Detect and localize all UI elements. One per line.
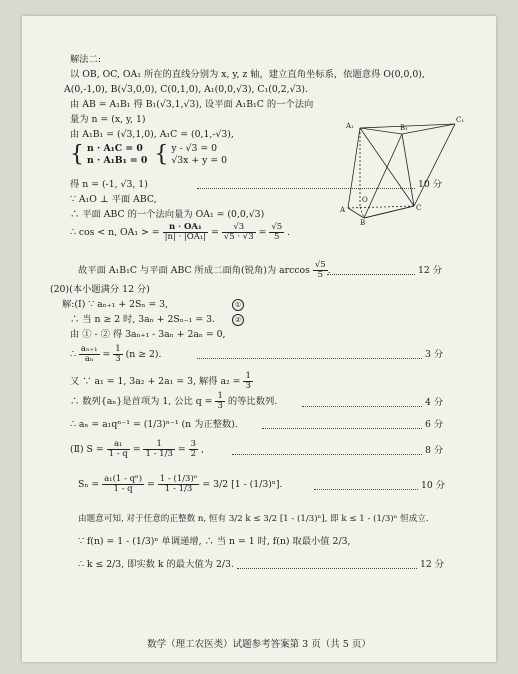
- fraction: $\frac{\text{1 - (1/3)ⁿ}}{1 - 1/3}$: [159, 474, 198, 494]
- dotted-leader: [327, 267, 415, 275]
- fraction: $\frac{\text{a₁(1 - qⁿ)}}{1 - q}$: [104, 474, 143, 494]
- dotted-leader: [302, 399, 422, 407]
- vertex-label: B: [360, 219, 366, 226]
- dotted-leader: [197, 351, 422, 359]
- solution-line: ∴ 当 n ≥ 2 时, 3aₙ + 2Sₙ₋₁ = 3.: [70, 314, 215, 325]
- dotted-leader: [232, 447, 422, 455]
- partial-sum-line: Sₙ = $\frac{\text{a₁(1 - qⁿ)}}{1 - q}$ = $\frac{\text{1 - (1/3)ⁿ}}{1 - 1/3}$ = 3/2 [1 - (1/3)ⁿ].: [78, 474, 283, 494]
- fraction: $\frac{1}{3}$: [115, 344, 121, 364]
- vertex-label: C: [416, 204, 422, 212]
- solution-line: 由 ① - ② 得 3aₙ₊₁ - 3aₙ + 2aₙ = 0,: [70, 329, 226, 340]
- score-mark: 6 分: [424, 419, 444, 430]
- system-eq: y - √3 = 0: [171, 143, 218, 154]
- solution-line: 由 A₁B₁ = (√3,1,0), A₁C = (0,1,-√3),: [70, 129, 234, 140]
- solution-line: ∵ A₁O ⊥ 平面 ABC,: [70, 194, 157, 205]
- right-brace: {: [154, 142, 169, 167]
- score-mark: 8 分: [424, 445, 444, 456]
- sum-line: (Ⅱ) S = $\frac{\text{a₁}}{1 - q}$ = $\frac{1}{1 - 1/3}$ = $\frac{3}{2}$ ,: [70, 439, 204, 459]
- score-mark: 10 分: [417, 179, 443, 190]
- solution-line: 由题意可知, 对于任意的正整数 n, 恒有 3/2 k ≤ 3/2 [1 - (1/3)ⁿ], 即 k ≤ 1 - (1/3)ⁿ 恒成立.: [78, 514, 429, 524]
- system-eq: n · A₁B₁ = 0: [86, 155, 148, 166]
- vertex-label: C₁: [456, 116, 465, 124]
- solution-line: 量为 n = (x, y, 1): [70, 114, 146, 125]
- vertex-label: A₁: [346, 122, 354, 130]
- solution-line: ∴ 数列{aₙ}是首项为 1, 公比 q = $\frac{1}{3}$ 的等比数列.: [70, 391, 278, 411]
- page-footer: 数学（理工农医类）试题参考答案第 3 页（共 5 页）: [147, 639, 371, 650]
- fraction: $\frac{√5}{5}$: [271, 222, 283, 242]
- fraction: $\frac{3}{2}$: [190, 439, 197, 459]
- solution-heading: 解法二:: [70, 54, 102, 65]
- system-eq: √3x + y = 0: [171, 155, 227, 166]
- fraction: $\frac{1}{3}$: [245, 371, 251, 391]
- equation-number: ①: [232, 299, 244, 311]
- conclusion-line: 故平面 A₁B₁C 与平面 ABC 所成二面角(锐角)为 arccos $\frac{√5}{5}$ .: [78, 260, 331, 280]
- solution-line: 解:(Ⅰ) ∵ aₙ₊₁ + 2Sₙ = 3,: [62, 299, 168, 310]
- vertex-label: O: [362, 196, 368, 204]
- fraction: $\frac{√5}{5}$: [314, 260, 326, 280]
- score-mark: 4 分: [424, 397, 444, 408]
- fraction: $\frac{√3}{√5 \cdot √3}$: [223, 222, 254, 242]
- solution-line: ∴ k ≤ 2/3, 即实数 k 的最大值为 2/3.: [78, 559, 234, 570]
- score-mark: 12 分: [417, 265, 443, 276]
- solution-line: ∴ aₙ = a₁qⁿ⁻¹ = (1/3)ⁿ⁻¹ (n 为正整数).: [70, 419, 238, 430]
- solution-line: 以 OB, OC, OA₁ 所在的直线分别为 x, y, z 轴，建立直角坐标系，依题意得 O(0,0,0),: [70, 69, 425, 80]
- solution-line: 得 n = (-1, √3, 1): [70, 179, 148, 190]
- solution-line: 又 ∵ a₁ = 1, 3a₂ + 2a₁ = 3, 解得 a₂ = $\frac{1}{3}$: [70, 371, 251, 391]
- vertex-label: B₁: [400, 124, 408, 132]
- exam-answer-page: [22, 16, 496, 662]
- solution-line: ∵ f(n) = 1 - (1/3)ⁿ 单调递增, ∴ 当 n = 1 时, f(n) 取最小值 2/3,: [78, 536, 351, 547]
- fraction: $\frac{\text{aₙ₊₁}}{\text{aₙ}}$: [80, 344, 98, 364]
- fraction: $\frac{1}{1 - 1/3}$: [145, 439, 173, 459]
- vertex-label: A: [340, 206, 346, 214]
- fraction: $\frac{1}{3}$: [217, 391, 223, 411]
- cosine-formula: ∴ cos < n, OA₁ > = $\frac{\text{n · OA₁}}{\text{|n| · |OA₁|}}$ = $\frac{√3}{√5 \cdot √3}$ = $\frac{√5}{5}$ .: [70, 222, 291, 242]
- dotted-leader: [314, 482, 418, 490]
- cos-prefix: ∴ cos < n, OA₁ > =: [70, 227, 160, 238]
- system-eq: n · A₁C = 0: [86, 143, 143, 154]
- fraction: $\frac{\text{a₁}}{1 - q}$: [108, 439, 128, 459]
- score-mark: 3 分: [424, 349, 444, 360]
- dotted-leader: [262, 421, 422, 429]
- score-mark: 12 分: [419, 559, 445, 570]
- equation-system: [70, 143, 227, 167]
- left-brace: {: [70, 142, 84, 167]
- solution-line: A(0,-1,0), B(√3,0,0), C(0,1,0), A₁(0,0,√3), C₁(0,2,√3).: [64, 84, 308, 95]
- fraction: $\frac{\text{n · OA₁}}{\text{|n| · |OA₁|}}$: [164, 222, 207, 242]
- dotted-leader: [237, 561, 417, 569]
- solution-line: ∴ 平面 ABC 的一个法向量为 OA₁ = (0,0,√3): [70, 209, 265, 220]
- solution-line: 由 AB = A₁B₁ 得 B₁(√3,1,√3), 设平面 A₁B₁C 的一个法向: [70, 99, 314, 110]
- prism-figure: [340, 106, 470, 226]
- ratio-line: ∴ $\frac{\text{aₙ₊₁}}{\text{aₙ}}$ = $\frac{1}{3}$ (n ≥ 2).: [70, 344, 162, 364]
- question-header: (20)(本小题满分 12 分): [50, 284, 150, 295]
- score-mark: 10 分: [420, 480, 446, 491]
- equation-number: ②: [232, 314, 244, 326]
